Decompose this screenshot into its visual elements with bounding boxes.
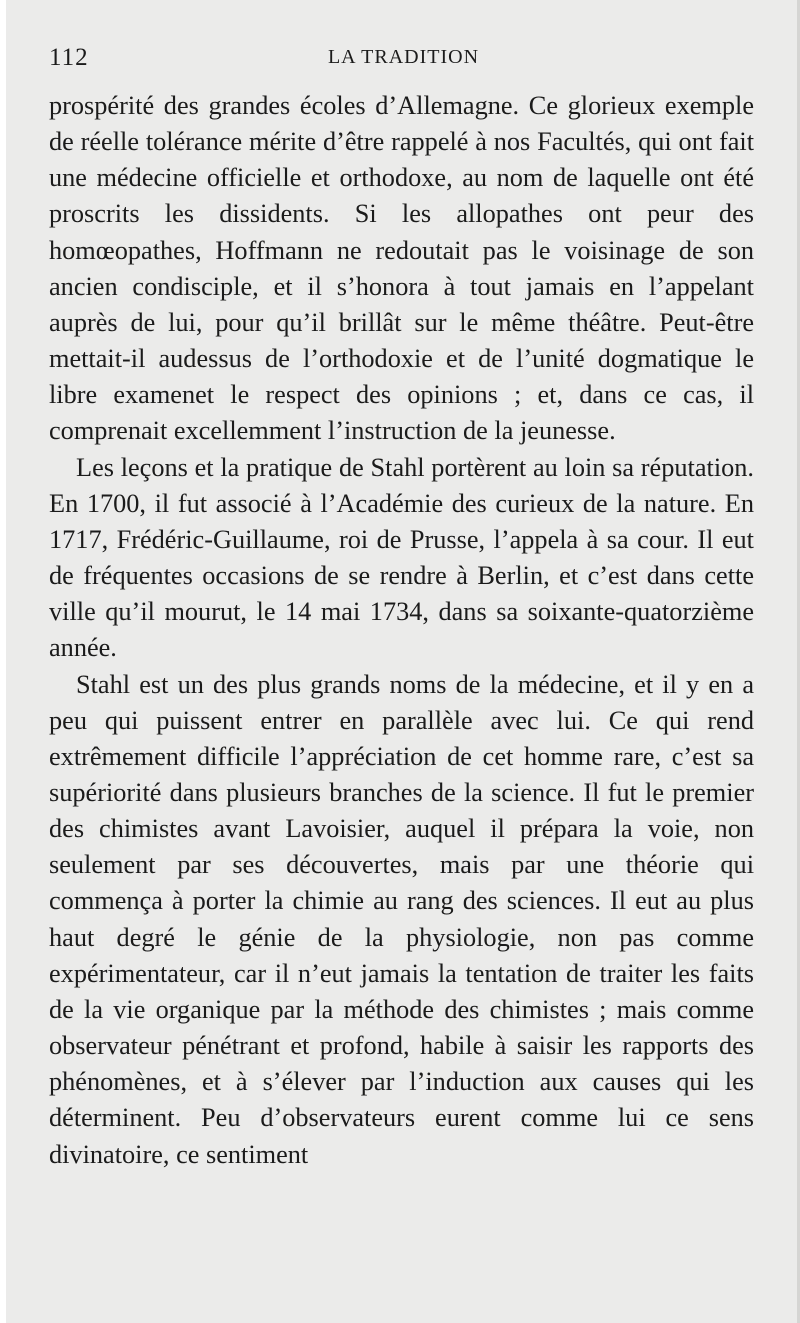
page-header xyxy=(49,44,754,84)
paragraph-tolerance: prospérité des grandes écoles d’Allemagne. Ce glorieux exemple de réelle tolérance mérite d’être rappelé à nos Facultés, qui ont fait une médecine officielle et orthodoxe, au nom de laquelle ont été proscrits les dissidents. Si les allopathes ont peur des homœopathes, Hoffmann ne redoutait pas le voisinage de son ancien condisciple, et il s’honora à tout jamais en l’appelant auprès de lui, pour qu’il brillât sur le même théâtre. Peut-être mettait-il audessus de l’orthodoxie et de l’unité dogmatique le libre examenet le respect des opinions ; et, dans ce cas, il comprenait excellemment l’instruction de la jeunesse. xyxy=(49,91,754,446)
paragraph-assessment: Stahl est un des plus grands noms de la médecine, et il y en a peu qui puissent entrer en parallèle avec lui. Ce qui rend extrêmement difficile l’appréciation de cet homme rare, c’est sa supériorité dans plusieurs branches de la science. Il fut le premier des chimistes avant Lavoisier, auquel il prépara la voie, non seulement par ses découvertes, mais par une théorie qui commença à porter la chimie au rang des sciences. Il eut au plus haut degré le génie de la physiologie, non pas comme expérimentateur, car il n’eut jamais la tentation de traiter les faits de la vie organique par la méthode des chimistes ; mais comme observateur pénétrant et profond, habile à saisir les rapports des phénomènes, et à s’élever par l’induction aux causes qui les déterminent. Peu d’observateurs eurent comme lui ce sens divinatoire, ce sentiment xyxy=(49,669,754,1169)
paragraph-reputation: Les leçons et la pratique de Stahl portèrent au loin sa réputation. En 1700, il fut associé à l’Académie des curieux de la nature. En 1717, Frédéric-Guillaume, roi de Prusse, l’appela à sa cour. Il eut de fréquentes occasions de se rendre à Berlin, et c’est dans cette ville qu’il mourut, le 14 mai 1734, dans sa soixante-quatorzième année. xyxy=(49,452,754,663)
page-number: 112 xyxy=(49,44,89,71)
running-title: LA TRADITION xyxy=(327,46,480,68)
body-text xyxy=(49,88,754,1173)
